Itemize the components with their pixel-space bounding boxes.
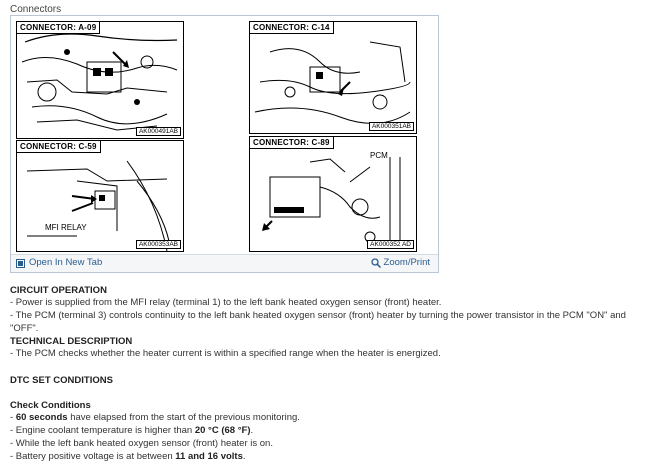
technical-description-heading: TECHNICAL DESCRIPTION xyxy=(10,336,133,347)
text-fragment: - xyxy=(10,412,16,423)
check-conditions-section xyxy=(10,400,640,463)
connector-label: CONNECTOR: C-59 xyxy=(17,141,101,153)
engine-bay-illustration xyxy=(250,22,416,133)
external-link-icon xyxy=(16,258,26,268)
text-fragment: - Battery positive voltage is at between xyxy=(10,451,176,462)
section-title: Connectors xyxy=(10,4,62,15)
technical-description-section xyxy=(10,336,640,360)
figure-code: AK000352 AD xyxy=(367,240,414,249)
circuit-operation-heading: CIRCUIT OPERATION xyxy=(10,285,107,296)
image-footer xyxy=(11,254,438,272)
diagram-connector-a09[interactable] xyxy=(16,21,184,139)
relay-illustration xyxy=(17,141,183,251)
open-in-new-tab-label: Open In New Tab xyxy=(29,257,103,268)
circuit-operation-line: - Power is supplied from the MFI relay (terminal 1) to the left bank heated oxygen sensor (front) heater. xyxy=(10,297,442,308)
connector-label: CONNECTOR: A-09 xyxy=(17,22,100,34)
circuit-operation-section xyxy=(10,285,640,335)
dtc-set-conditions-heading: DTC SET CONDITIONS xyxy=(10,375,113,386)
connector-image-panel xyxy=(10,15,439,273)
open-in-new-tab-link[interactable] xyxy=(16,257,102,268)
magnifier-icon xyxy=(371,258,381,268)
check-conditions-heading: Check Conditions xyxy=(10,400,91,411)
diagram-connector-c14[interactable] xyxy=(249,21,417,134)
dtc-set-conditions-section xyxy=(10,375,640,386)
zoom-print-label: Zoom/Print xyxy=(383,257,430,268)
check-condition-item xyxy=(10,424,640,437)
check-condition-item xyxy=(10,411,640,424)
pcm-illustration xyxy=(250,137,416,251)
zoom-print-link[interactable] xyxy=(371,257,430,268)
emphasis: 60 seconds xyxy=(15,412,68,423)
check-condition-item: - While the left bank heated oxygen sensor (front) heater is on. xyxy=(10,438,273,449)
engine-bay-illustration xyxy=(17,22,183,138)
text-fragment: have elapsed from the start of the previous monitoring. xyxy=(67,412,300,423)
pcm-label: PCM xyxy=(370,151,388,160)
figure-code: AK000491AB xyxy=(136,127,181,136)
relay-label: MFI RELAY xyxy=(45,223,87,232)
diagram-connector-c59[interactable] xyxy=(16,140,184,252)
emphasis: 11 and 16 volts xyxy=(175,451,243,462)
text-fragment: . xyxy=(250,425,254,436)
text-fragment: . xyxy=(242,451,246,462)
text-fragment: - Engine coolant temperature is higher than xyxy=(10,425,195,436)
connector-label: CONNECTOR: C-14 xyxy=(250,22,334,34)
diagram-connector-c89[interactable] xyxy=(249,136,417,252)
connector-label: CONNECTOR: C-89 xyxy=(250,137,334,149)
check-condition-item xyxy=(10,450,640,463)
figure-code: AK000353AB xyxy=(136,240,181,249)
emphasis: 20 °C (68 °F) xyxy=(194,425,251,436)
circuit-operation-line: - The PCM (terminal 3) controls continuity to the left bank heated oxygen sensor (front) heater by turning the power transistor in the PCM "ON" and "OFF". xyxy=(10,310,626,334)
technical-description-line: - The PCM checks whether the heater current is within a specified range when the heater is energized. xyxy=(10,348,441,359)
figure-code: AK000351AB xyxy=(369,122,414,131)
